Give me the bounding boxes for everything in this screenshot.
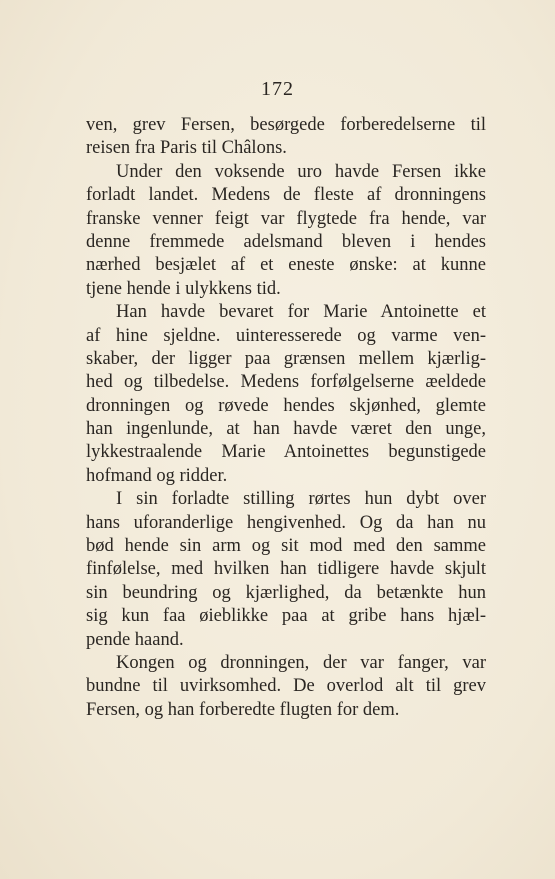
text-line: hed og tilbedelse. Medens forfølgelserne æeldede (86, 372, 486, 393)
body-text (86, 114, 486, 722)
text-line: finfølelse, med hvilken han tidligere havde skjult (86, 559, 486, 580)
text-line: bundne til uvirksomhed. De overlod alt til grev (86, 676, 486, 697)
text-line: I sin forladte stilling rørtes hun dybt over (116, 489, 486, 510)
text-line: tjene hende i ulykkens tid. (86, 278, 281, 299)
text-line: hans uforanderlige hengivenhed. Og da han nu (86, 512, 486, 533)
text-line: nærhed besjælet af et eneste ønske: at kunne (86, 255, 486, 276)
text-line: ven, grev Fersen, besørgede forberedelserne til (86, 115, 486, 135)
text-line: pende haand. (86, 629, 184, 650)
text-line: reisen fra Paris til Châlons. (86, 138, 287, 159)
text-line: sin beundring og kjærlighed, da betænkte hun (86, 582, 486, 603)
text-line: han ingenlunde, at han havde været den unge, (86, 419, 486, 440)
text-line: Fersen, og han forberedte flugten for dem. (86, 699, 400, 720)
text-line: denne fremmede adelsmand bleven i hendes (86, 231, 486, 252)
text-line: bød hende sin arm og sit mod med den samme (86, 536, 486, 557)
text-line: franske venner feigt var flygtede fra hende, var (86, 208, 486, 229)
text-line: dronningen og røvede hendes skjønhed, glemte (86, 395, 486, 416)
text-line: sig kun faa øieblikke paa at gribe hans hjæl- (86, 606, 486, 627)
text-line: lykkestraalende Marie Antoinettes begunstigede (86, 442, 486, 463)
text-line: hofmand og ridder. (86, 465, 228, 486)
text-line: Han havde bevaret for Marie Antoinette et (116, 302, 486, 323)
text-line: Under den voksende uro havde Fersen ikke (116, 161, 486, 182)
page-number: 172 (261, 78, 294, 100)
text-line: forladt landet. Medens de fleste af dronningens (86, 185, 486, 206)
text-line: Kongen og dronningen, der var fanger, var (116, 652, 486, 673)
text-line: skaber, der ligger paa grænsen mellem kjærlig- (86, 348, 486, 369)
text-line: af hine sjeldne. uinteresserede og varme ven- (86, 325, 486, 346)
